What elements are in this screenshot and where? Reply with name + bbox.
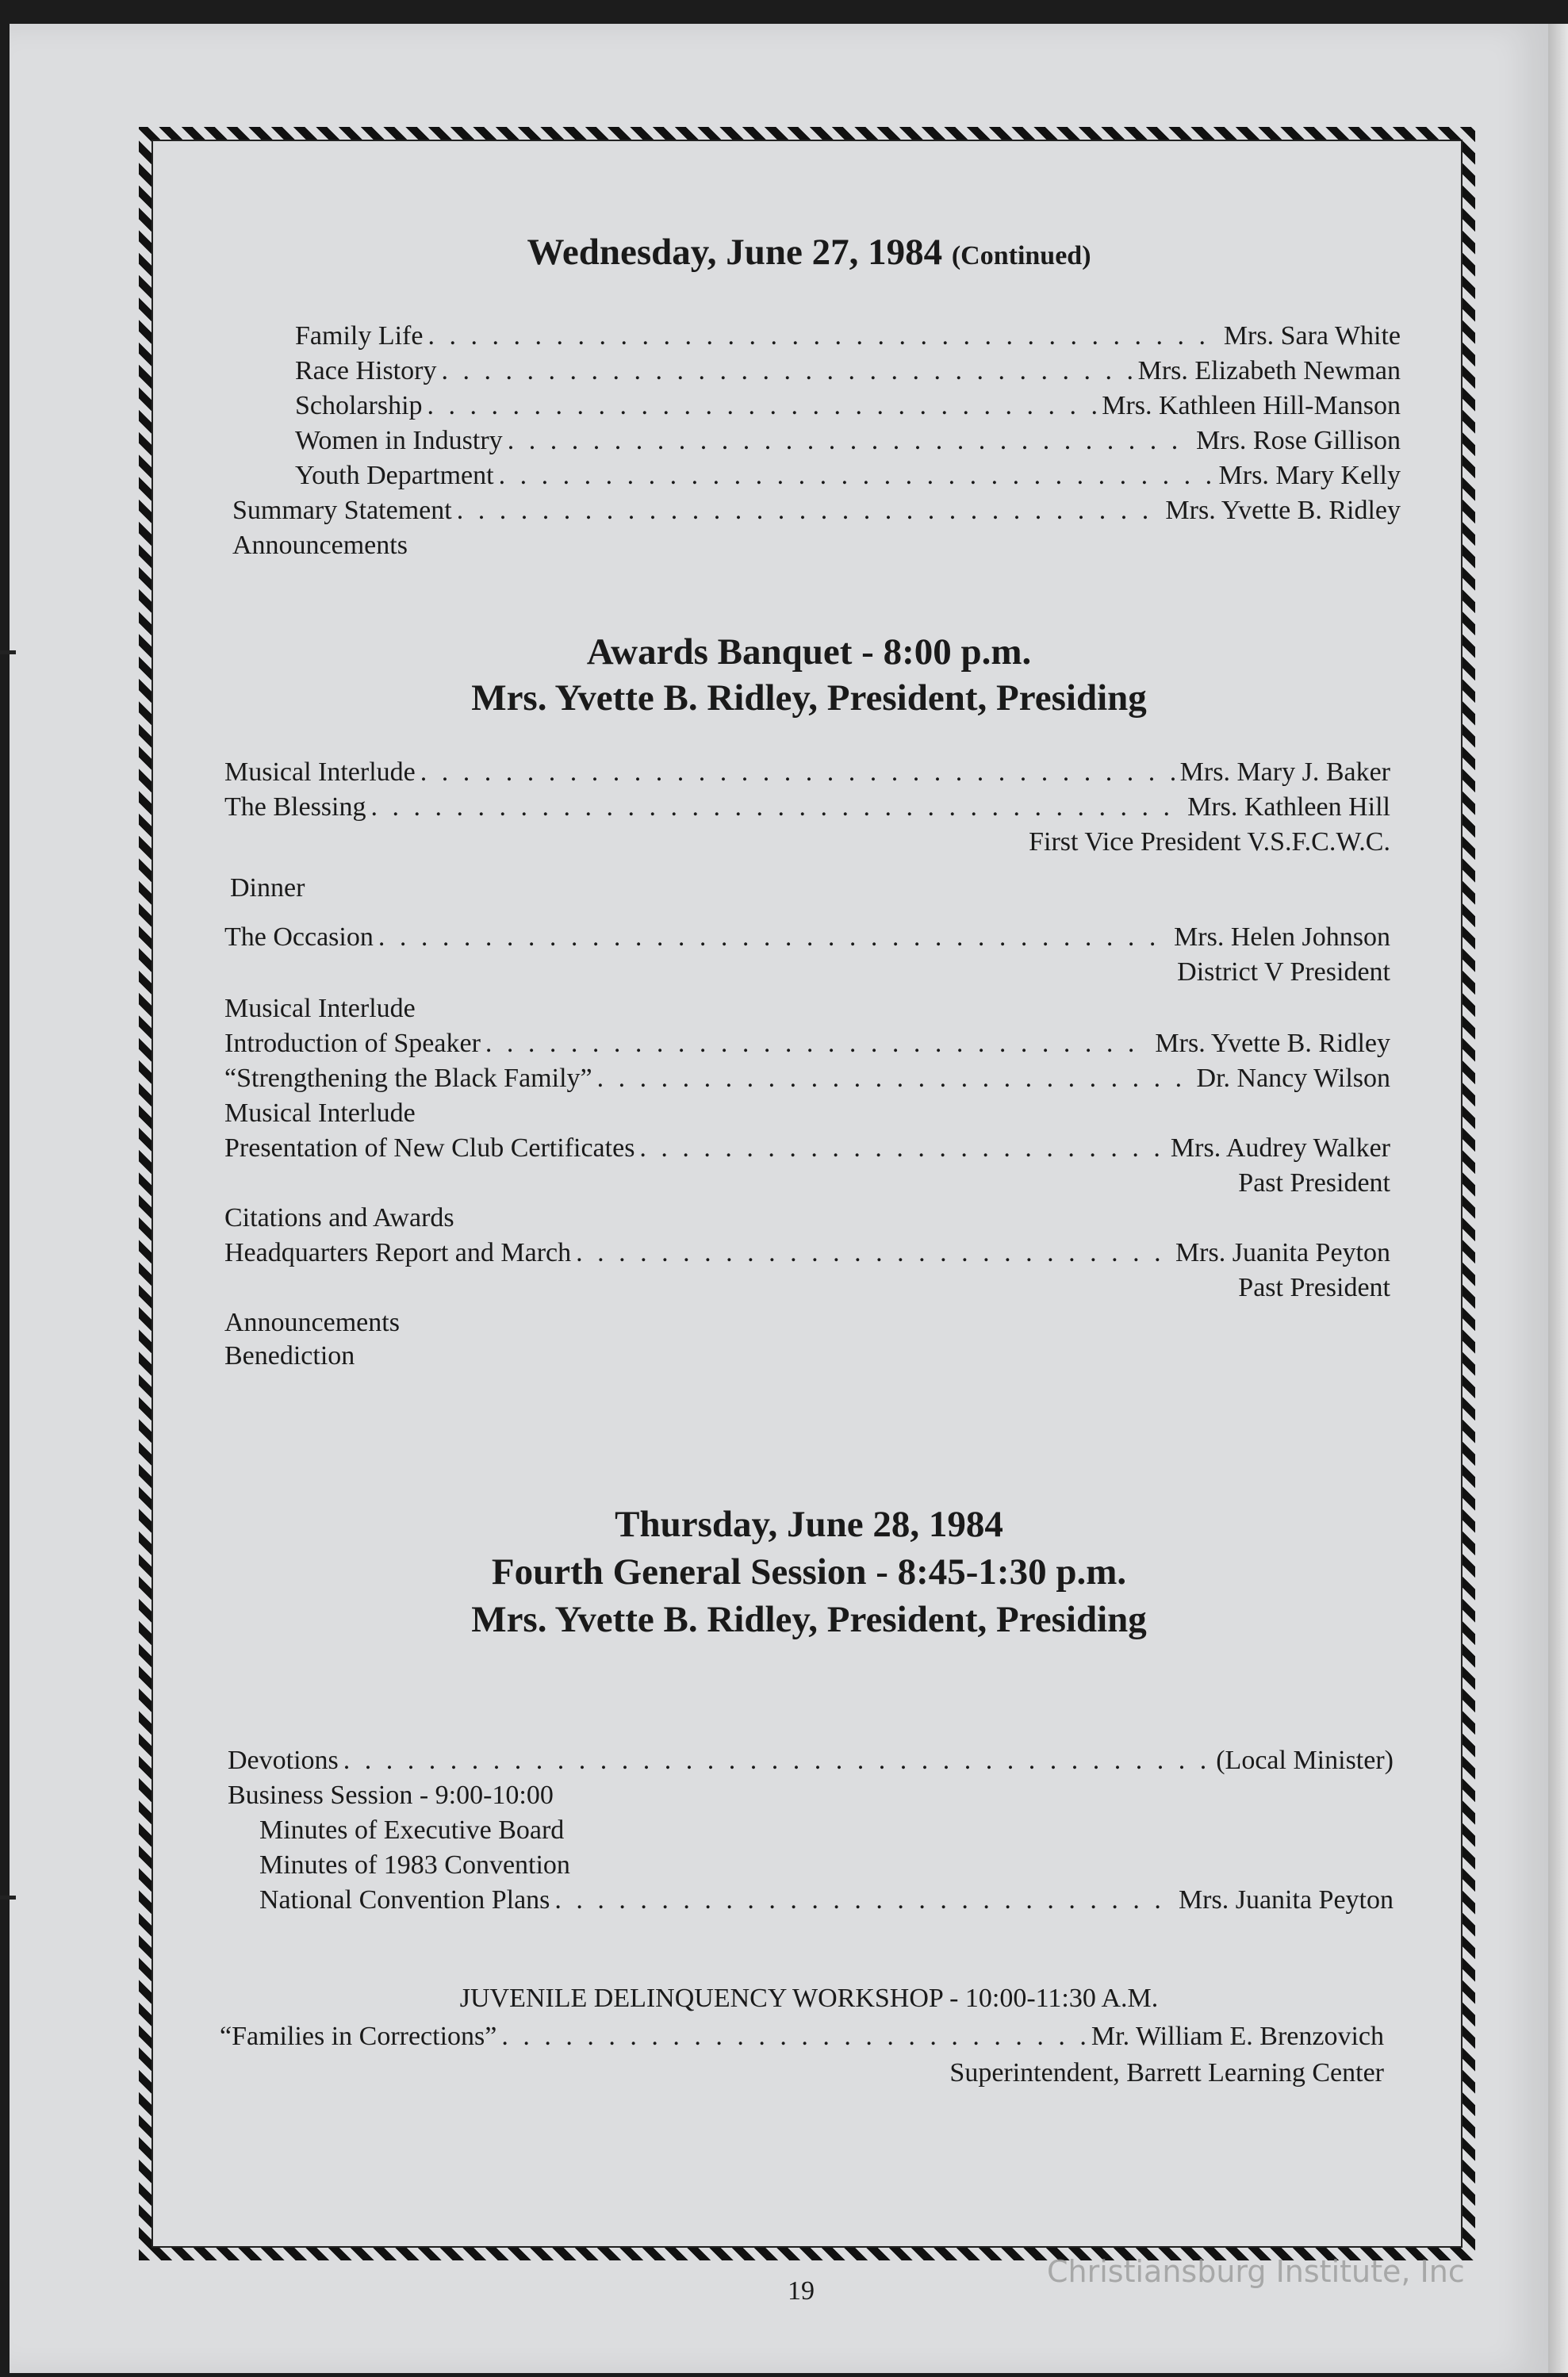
item-name: Mrs. Audrey Walker [1170,1133,1390,1163]
citations-text: Citations and Awards [224,1203,454,1233]
item-title: District V President [1177,957,1390,987]
announcements-text: Announcements [224,1308,400,1337]
item-label: Summary Statement [232,496,452,525]
dot-leader [639,1131,1165,1166]
item-name: (Local Minister) [1216,1746,1394,1775]
program-line [224,1236,1390,1271]
item-label: Race History [295,356,437,385]
program-line [295,389,1401,424]
item-label: Scholarship [295,391,423,420]
item-label: Youth Department [295,461,494,490]
program-line [224,1026,1390,1061]
item-name: Mrs. Elizabeth Newman [1137,356,1401,385]
dot-leader [420,755,1175,790]
item-name: Mrs. Mary Kelly [1218,461,1401,490]
dot-leader [427,389,1098,424]
page-edge [1548,24,1568,2373]
item-label: Headquarters Report and March [224,1238,572,1267]
item-title: Past President [1238,1273,1390,1302]
dot-leader [576,1236,1171,1271]
page-number: 19 [788,2276,815,2306]
item-name: Mrs. Helen Johnson [1174,922,1390,952]
program-line [224,790,1390,825]
item-title: First Vice President V.S.F.C.W.C. [1029,827,1390,857]
item-name: Mrs. Juanita Peyton [1178,1885,1394,1915]
dot-leader [343,1743,1211,1778]
program-line [295,458,1401,493]
item-label: National Convention Plans [259,1885,550,1915]
item-label: The Occasion [224,922,374,952]
dinner-text: Dinner [230,873,305,903]
continued-label: (Continued) [951,241,1091,270]
program-line [295,319,1401,354]
program-line [224,920,1390,955]
dot-leader [554,1883,1174,1918]
minutes-1983-text: Minutes of 1983 Convention [259,1850,570,1880]
thursday-session: Fourth General Session - 8:45-1:30 p.m. [491,1551,1127,1593]
item-name: Mrs. Kathleen Hill [1187,792,1390,822]
business-session-text: Business Session - 9:00-10:00 [228,1781,554,1810]
wednesday-heading [159,228,1459,280]
item-title: Superintendent, Barrett Learning Center [949,2058,1384,2088]
banquet-title: Awards Banquet - 8:00 p.m. [586,631,1032,673]
dot-leader [370,790,1183,825]
item-label: “Families in Corrections” [220,2022,497,2051]
binding-mark [0,650,16,654]
item-name: Mrs. Rose Gillison [1196,426,1401,455]
item-label: Introduction of Speaker [224,1029,481,1058]
thursday-title: Thursday, June 28, 1984 [615,1504,1003,1545]
program-line [224,1131,1390,1166]
item-name: Mrs. Yvette B. Ridley [1155,1029,1390,1058]
minutes-board-text: Minutes of Executive Board [259,1815,565,1845]
dot-leader [508,424,1191,458]
program-line [228,1743,1394,1778]
item-label: Family Life [295,321,424,351]
item-name: Mrs. Juanita Peyton [1175,1238,1390,1267]
binding-mark [0,1896,16,1900]
dot-leader [441,354,1133,389]
item-name: Mr. William E. Brenzovich [1091,2022,1384,2051]
program-line [224,755,1390,790]
wednesday-title: Wednesday, June 27, 1984 [527,232,943,273]
program-line [224,1061,1390,1096]
item-label: Devotions [228,1746,339,1775]
dot-leader [499,458,1214,493]
watermark: Christiansburg Institute, Inc [1047,2254,1465,2289]
item-name: Mrs. Yvette B. Ridley [1165,496,1401,525]
item-label: Women in Industry [295,426,503,455]
item-label: “Strengthening the Black Family” [224,1064,592,1093]
dot-leader [501,2019,1087,2054]
dot-leader [457,493,1161,528]
program-line [232,493,1401,528]
item-label: Presentation of New Club Certificates [224,1133,635,1163]
musical-interlude-text: Musical Interlude [224,994,416,1023]
item-title: Past President [1238,1168,1390,1198]
item-name: Mrs. Sara White [1223,321,1401,351]
item-name: Mrs. Kathleen Hill-Manson [1102,391,1401,420]
workshop-title: JUVENILE DELINQUENCY WORKSHOP - 10:00-11:30 A.M. [459,1984,1159,2013]
thursday-presiding: Mrs. Yvette B. Ridley, President, Presiding [471,1599,1147,1640]
banquet-presiding: Mrs. Yvette B. Ridley, President, Presiding [471,677,1147,719]
item-name: Mrs. Mary J. Baker [1179,757,1390,787]
item-name: Dr. Nancy Wilson [1196,1064,1390,1093]
program-line [259,1883,1394,1918]
item-label: Musical Interlude [224,757,416,787]
dot-leader [485,1026,1151,1061]
dot-leader [597,1061,1192,1096]
program-line [295,354,1401,389]
program-line [295,424,1401,458]
announcements-text: Announcements [232,531,408,560]
program-line [220,2019,1384,2054]
musical-interlude-text: Musical Interlude [224,1098,416,1128]
item-label: The Blessing [224,792,366,822]
dot-leader [378,920,1169,955]
benediction-text: Benediction [224,1341,355,1371]
dot-leader [427,319,1218,354]
